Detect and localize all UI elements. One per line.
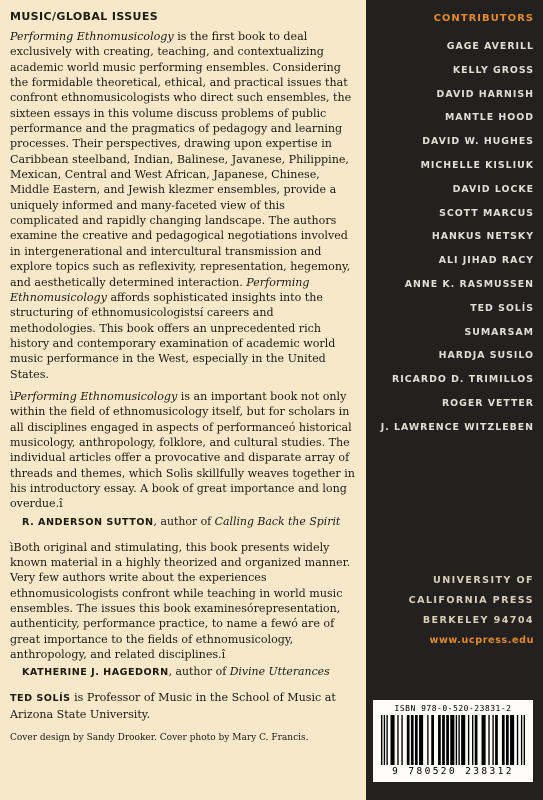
contributor-name: KELLY GROSS — [452, 64, 534, 76]
contributor-name: SCOTT MARCUS — [439, 207, 534, 219]
contributors-panel — [366, 0, 543, 800]
description-part-1: is the first book to deal exclusively with creating, teaching, and contextualizing academic world music performing ensembles. Considering the formidable theoretical, ethical, and practical issues that confront ethnomusicologists who direct such ensembles, the sixteen essays in this volume discuss problems of public performance and the pragmatics of pedagogy and learning processes. Their perspectives, drawing upon expertise in Caribbean steelband, Indian, Balinese, Javanese, Philippine, Mexican, Central and West African, Japanese, Chinese, Middle Eastern, and Jewish klezmer ensembles, provide a uniquely informed and many-faceted view of this complicated and rapidly changing landscape. The authors examine the creative and pedagogical negotiations involved in intergenerational and intercultural transmission and explore topics such as reflexivity, representation, hegemony, and aesthetically determined interaction. — [10, 30, 352, 289]
barcode-bar — [397, 715, 398, 765]
contributor-name: DAVID HARNISH — [436, 88, 534, 100]
blurb-quote-2: ìBoth original and stimulating, this book presents widely known material in a highly theorized and organized manner. Very few authors write about the experiences ethnomusicologists confront while teaching in world music ensembles. The issues this book examinesórepresentation, authenticity, performance practice, to name a fewó are of great importance to the fields of ethnomusicology, anthropology, and related disciplines.î — [10, 540, 351, 662]
barcode-digits: 9 780520 238312 — [392, 766, 514, 777]
barcode-bar — [431, 715, 434, 765]
barcode-bar — [492, 715, 493, 765]
contributor-name: MANTLE HOOD — [444, 112, 534, 124]
barcode-bar — [401, 715, 402, 765]
publisher-line-1: UNIVERSITY OF — [433, 575, 534, 586]
barcode-bar — [446, 715, 449, 765]
barcode-bar — [427, 715, 428, 765]
barcode-bar — [517, 715, 518, 765]
barcode-bar — [524, 715, 525, 765]
contributor-name: ALI JIHAD RACY — [438, 255, 534, 267]
quote-2-attribution — [10, 664, 356, 680]
quote-1-attribution — [10, 514, 356, 530]
barcode-bar — [475, 715, 478, 765]
cover-credits: Cover design by Sandy Drooker. Cover photo by Mary C. Francis. — [10, 733, 309, 744]
barcode-bar — [415, 715, 418, 765]
contributor-name: DAVID W. HUGHES — [422, 136, 534, 148]
quote-open-mark: ì — [10, 389, 14, 403]
barcode-bar — [419, 715, 423, 765]
quote-1-author: R. ANDERSON SUTTON — [22, 516, 154, 528]
barcode-bars — [379, 715, 527, 765]
quote-1-work: Calling Back the Spirit — [214, 514, 341, 528]
quote-1-title: Performing Ethnomusicology — [13, 389, 178, 403]
quote-1-author-suffix: , author of — [153, 514, 215, 528]
author-bio-name: TED SOLÍS — [10, 693, 71, 705]
barcode-bar — [456, 715, 457, 765]
barcode-bar — [438, 715, 441, 765]
blurb-quote-1 — [10, 389, 356, 512]
barcode-bar — [482, 715, 486, 765]
contributors-title: CONTRIBUTORS — [433, 13, 534, 24]
description-part-2: affords sophisticated insights into the structuring of ethnomusicologistsí careers and methodologies. This book offers an unprecedented rich history and contemporary examination of academic world music performance in the West, especially in the United States. — [10, 290, 336, 381]
quote-2-work: Divine Utterances — [229, 665, 330, 679]
barcode-bar — [488, 715, 489, 765]
book-title-italic-2: Performing Ethnomusicology — [10, 275, 310, 304]
barcode-bar — [495, 715, 498, 765]
barcode-bar — [386, 715, 387, 765]
barcode-bar — [381, 715, 382, 765]
contributors-list — [366, 40, 534, 445]
barcode-bar — [450, 715, 454, 765]
barcode-bar — [411, 715, 414, 765]
publisher-block — [366, 571, 534, 651]
barcode-bar — [407, 715, 410, 765]
quote-2-author-suffix: , author of — [168, 665, 230, 679]
author-bio — [10, 690, 356, 722]
contributor-name: RICARDO D. TRIMILLOS — [392, 374, 534, 386]
publisher-line-3: BERKELEY 94704 — [422, 615, 534, 626]
publisher-line-2: CALIFORNIA PRESS — [408, 595, 534, 606]
contributor-name: HARDJA SUSILO — [438, 350, 534, 362]
author-bio-text: is Professor of Music in the School of Music at Arizona State University. — [10, 691, 336, 721]
barcode-bar — [442, 715, 445, 765]
contributor-name: DAVID LOCKE — [452, 183, 534, 195]
category-heading: MUSIC/GLOBAL ISSUES — [10, 10, 159, 23]
publisher-url: www.ucpress.edu — [429, 635, 534, 646]
barcode-bar — [521, 715, 522, 765]
contributor-name: GAGE AVERILL — [446, 41, 534, 52]
book-title-italic: Performing Ethnomusicology — [10, 30, 174, 43]
contributor-name: J. LAWRENCE WITZLEBEN — [380, 421, 534, 433]
barcode-bar — [472, 715, 473, 765]
contributor-name: MICHELLE KISLIUK — [420, 159, 534, 171]
contributor-name: ANNE K. RASMUSSEN — [404, 278, 534, 290]
isbn-barcode — [373, 700, 533, 782]
quote-1-text: is an important book not only within the field of ethnomusicology itself, but for scholars in all disciplines engaged in aspects of performanceó historical musicology, anthropology, folklore, and cultural studies. The individual articles offer a provocative and disparate array of threads and themes, which Solìs skillfully weaves together in his introductory essay. A book of great importance and long overdue.î — [10, 389, 355, 511]
barcode-bar — [506, 715, 509, 765]
barcode-bar — [384, 715, 385, 765]
contributor-name: ROGER VETTER — [441, 397, 534, 409]
barcode-bar — [461, 715, 465, 765]
isbn-label: ISBN 978-0-520-23831-2 — [394, 704, 512, 713]
contributor-name: HANKUS NETSKY — [431, 231, 534, 243]
contributor-name: SUMARSAM — [464, 326, 534, 338]
contributor-name: TED SOLÍS — [470, 302, 534, 314]
quote-2-author: KATHERINE J. HAGEDORN — [22, 667, 169, 679]
book-description — [10, 29, 356, 382]
barcode-bar — [502, 715, 505, 765]
barcode-bar — [458, 715, 459, 765]
barcode-bar — [510, 715, 514, 765]
barcode-bar — [468, 715, 469, 765]
barcode-bar — [391, 715, 395, 765]
